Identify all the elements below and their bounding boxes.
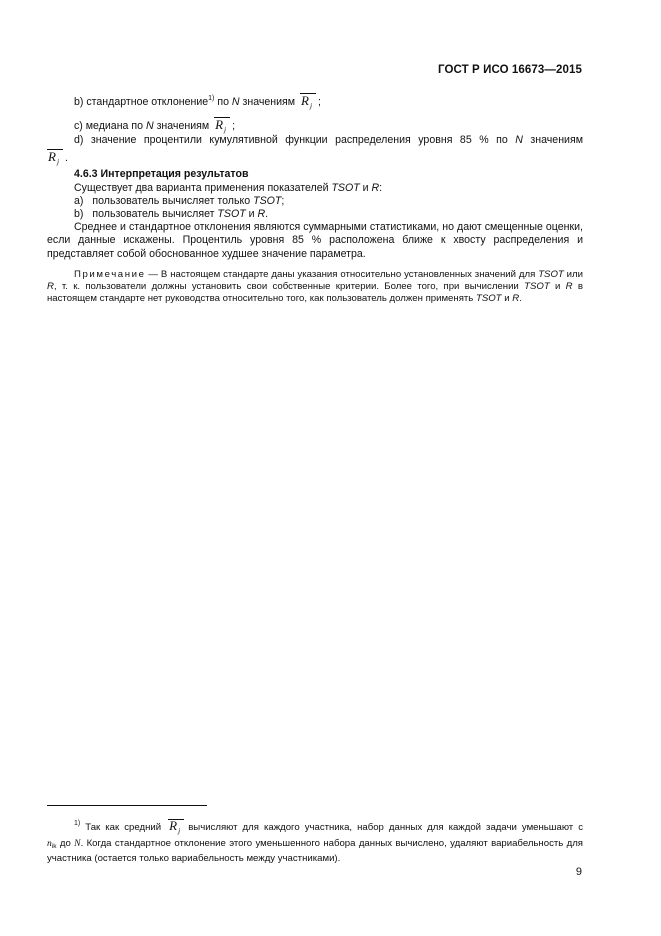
list-item-d-line2: [47, 150, 68, 168]
r-term: R: [47, 281, 54, 293]
note-text: в настоящем стандарте нет руководства относительно того, как пользователь должен применять: [47, 281, 583, 305]
list-item-b-end: ;: [318, 96, 321, 108]
option-a-end: ;: [281, 195, 285, 207]
footnote-marker: 1): [74, 820, 81, 827]
footnote-text: до: [56, 838, 75, 849]
tsot-term: TSOT: [331, 182, 360, 194]
note-text: , т. к. пользователи должны установить свои собственные критерии. Более того, при вычислении: [53, 281, 525, 293]
option-a-marker: a): [74, 195, 84, 207]
list-item-b-text: b) стандартное отклонение: [74, 96, 209, 108]
list-item-b-mid: по: [214, 96, 232, 108]
document-header: ГОСТ Р ИСО 16673—2015: [437, 64, 582, 76]
list-item-b-after: значениям: [239, 96, 296, 108]
r-subscript: j: [309, 101, 313, 110]
n-variable: N: [145, 120, 154, 132]
r-term: R: [512, 293, 520, 305]
note-text: или: [563, 269, 583, 280]
note-text: .: [519, 293, 522, 305]
r-letter: R: [48, 149, 56, 164]
list-item-d-text: d) значение процентили кумулятивной функции распределения уровня 85 % по: [74, 134, 516, 146]
list-item-c-text: c) медиана по: [74, 120, 146, 132]
footnote-line2: [47, 838, 583, 865]
note-label: Примечание: [74, 269, 146, 280]
list-item-d-end: .: [65, 152, 68, 164]
list-item-d-after: значениям: [522, 134, 583, 146]
section-heading: 4.6.3 Интерпретация результатов: [74, 168, 249, 180]
n-variable: N: [74, 838, 81, 849]
list-item-b: [74, 94, 321, 112]
intro-conj: и: [359, 182, 372, 194]
note-text: и: [501, 293, 513, 305]
option-b-marker: b): [74, 208, 84, 220]
section-paragraph: Среднее и стандартное отклонения являются суммарными статистиками, но дают смещенные оценки, если данные искажены. Процентиль уровня 85 % расположена ближе к хвосту распределения и представляет собой обоснованное худшее значение параметра.: [47, 221, 583, 260]
option-b-text: пользователь вычисляет: [92, 208, 218, 220]
tsot-term: TSOT: [475, 293, 502, 305]
note-text: и: [549, 281, 566, 293]
n-variable: N: [515, 134, 523, 146]
list-item-c-after: значениям: [153, 120, 210, 132]
r-subscript: j: [224, 125, 227, 134]
tsot-term: TSOT: [253, 195, 282, 207]
option-b-end: .: [265, 208, 269, 220]
tsot-term: TSOT: [524, 281, 550, 293]
r-bar-symbol: [47, 150, 60, 168]
option-b-conj: и: [245, 208, 258, 220]
footnote-separator: [47, 805, 207, 806]
r-bar-symbol: [300, 94, 313, 112]
r-term: R: [371, 182, 380, 194]
list-item-c-end: ;: [232, 120, 236, 132]
r-subscript: j: [178, 826, 181, 835]
r-bar-symbol: [168, 820, 181, 837]
r-letter: R: [215, 117, 224, 132]
footnote-text: . Когда стандартное отклонение этого уменьшенного набора данных вычислено, удаляют вариабельность для участника (остается только вариабельность между участниками).: [47, 838, 584, 865]
option-a-text: пользователь вычисляет только: [92, 195, 254, 207]
footnote-ref[interactable]: 1): [208, 95, 215, 102]
page-number: 9: [575, 866, 582, 878]
n-symbol: n: [47, 838, 52, 849]
note-block: [47, 269, 583, 306]
note-text: — В настоящем стандарте даны указания относительно установленных значений для: [145, 269, 539, 280]
section-intro: [74, 182, 382, 195]
option-b: [74, 208, 268, 221]
list-item-d-line1: [74, 134, 583, 147]
intro-text: Существует два варианта применения показателей: [74, 182, 332, 194]
tsot-term: TSOT: [217, 208, 246, 220]
footnote-text: Так как средний: [85, 822, 162, 833]
r-letter: R: [301, 93, 309, 108]
r-subscript: j: [56, 157, 60, 166]
r-letter: R: [169, 818, 178, 833]
n-subscript: ik: [51, 843, 57, 850]
tsot-term: TSOT: [538, 269, 564, 280]
intro-colon: :: [379, 182, 383, 194]
footnote-line1: [74, 820, 583, 837]
r-term: R: [565, 281, 573, 293]
option-a: [74, 195, 284, 208]
r-term: R: [257, 208, 266, 220]
footnote-text: вычисляют для каждого участника, набор данных для каждой задачи уменьшают с: [188, 822, 584, 833]
n-variable: N: [231, 96, 240, 108]
